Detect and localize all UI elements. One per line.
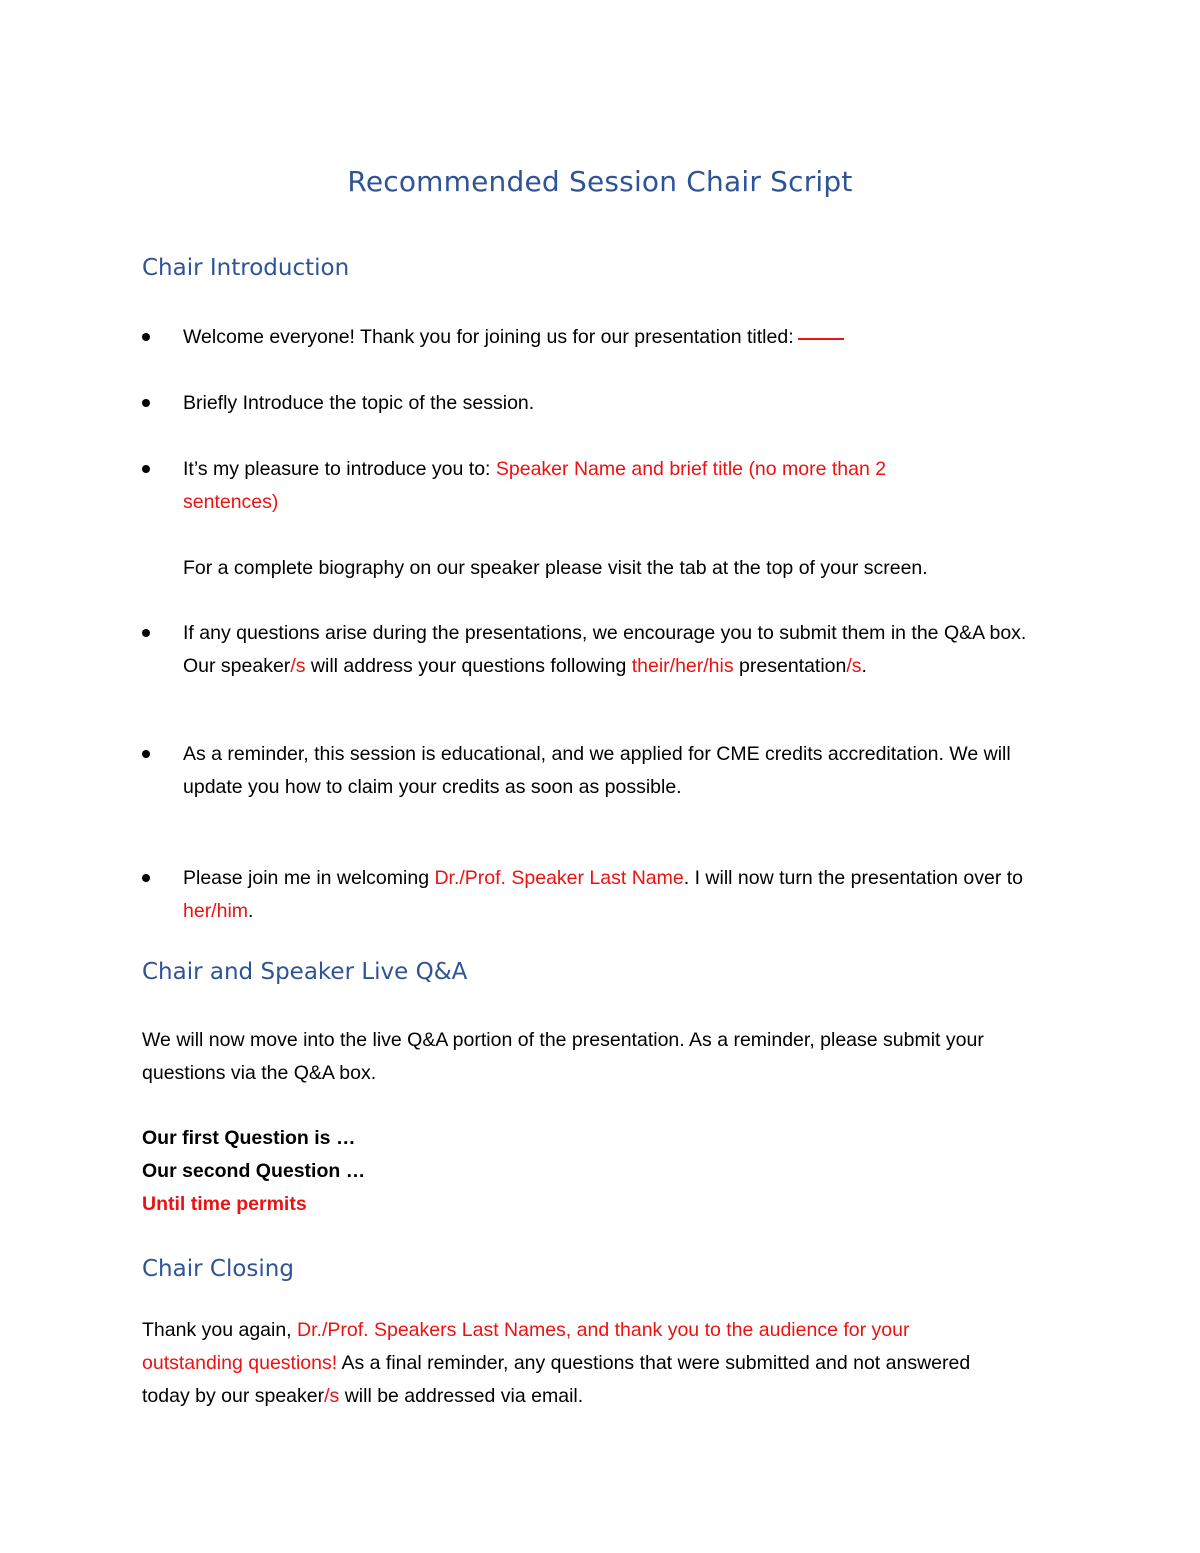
bullet-questions-text-2: will address your questions following: [305, 655, 632, 677]
pronoun-placeholder-2: her/him: [183, 900, 249, 922]
bullet-introduce-speaker-text: It’s my pleasure to introduce you to:: [183, 458, 496, 480]
qa-intro-paragraph: We will now move into the live Q&A portion of the presentation. As a reminder, please submit your questions via the Q&A box.: [142, 1029, 984, 1084]
speaker-name-placeholder: Speaker Name and brief title (no more than 2 sentences): [183, 458, 887, 513]
bullet-questions-text-4: .: [861, 655, 867, 677]
closing-text-3: will be addressed via email.: [339, 1385, 584, 1407]
bullet-dot-icon: [142, 629, 150, 637]
speakers-last-names-placeholder: Dr./Prof. Speakers Last Names, and thank you to the audience for your outstanding questions!: [142, 1319, 910, 1374]
until-time-permits-line: Until time permits: [142, 1193, 307, 1215]
bullet-introduce-topic-text: Briefly Introduce the topic of the session.: [183, 392, 535, 414]
bullet-welcome-speaker-text-2: . I will now turn the presentation over to: [683, 867, 1023, 889]
heading-live-qa: Chair and Speaker Live Q&A: [142, 959, 468, 985]
bullet-dot-icon: [142, 874, 150, 882]
heading-chair-introduction: Chair Introduction: [142, 255, 350, 281]
pronoun-placeholder: their/her/his: [631, 655, 734, 677]
bullet-dot-icon: [142, 750, 150, 758]
bullet-cme-reminder-text: As a reminder, this session is educational, and we applied for CME credits accreditation. We will update you how to claim your credits as soon as possible.: [183, 743, 1011, 798]
bullet-dot-icon: [142, 333, 150, 341]
second-question-line: Our second Question …: [142, 1160, 366, 1182]
closing-paragraph: [142, 1314, 1002, 1413]
bullet-welcome-speaker-text: Please join me in welcoming: [183, 867, 435, 889]
speaker-plural-marker-2: /s: [324, 1385, 340, 1407]
biography-note: For a complete biography on our speaker please visit the tab at the top of your screen.: [183, 557, 928, 579]
bullet-welcome-speaker-text-3: .: [248, 900, 254, 922]
bullet-dot-icon: [142, 399, 150, 407]
speaker-last-name-placeholder: Dr./Prof. Speaker Last Name: [434, 867, 684, 889]
speaker-plural-marker: /s: [290, 655, 306, 677]
bullet-dot-icon: [142, 465, 150, 473]
title-blank-line: [798, 338, 844, 340]
heading-chair-closing: Chair Closing: [142, 1256, 294, 1282]
closing-text-1: Thank you again,: [142, 1319, 298, 1341]
presentation-plural-marker: /s: [846, 655, 862, 677]
bullet-questions-text-3: presentation: [733, 655, 847, 677]
closing-text-2: As a final reminder, any questions that were submitted and not answered today by our speaker: [142, 1352, 971, 1407]
bullet-questions-text: If any questions arise during the presentations, we encourage you to submit them in the Q&A box. Our speaker: [183, 622, 1027, 677]
document-title: Recommended Session Chair Script: [347, 165, 853, 198]
bullet-welcome-text: Welcome everyone! Thank you for joining us for our presentation titled:: [183, 326, 794, 348]
first-question-line: Our first Question is …: [142, 1127, 356, 1149]
